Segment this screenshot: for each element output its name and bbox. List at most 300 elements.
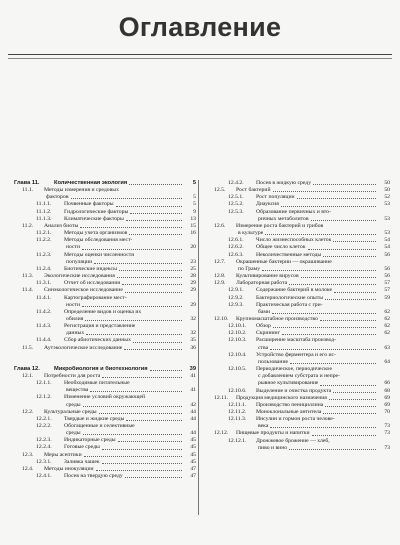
toc-entry-title: Экологические исследования (44, 273, 115, 280)
toc-entry-title: данных (66, 330, 85, 337)
toc-entry[interactable] (14, 430, 196, 437)
toc-entry[interactable] (206, 359, 390, 366)
title-rule-bottom (8, 58, 392, 59)
toc-entry-title: Методы оценки численности (64, 251, 135, 258)
toc-entry-number: Глава 12. (14, 365, 40, 372)
toc-entry-title: рывное культивирование (258, 380, 319, 387)
column-divider (198, 180, 199, 515)
toc-entry-number: 11.5. (22, 344, 34, 351)
toc-entry-number: 12.10.2. (228, 330, 247, 337)
toc-entry-title: века (258, 423, 269, 430)
toc-entry[interactable] (14, 194, 196, 201)
toc-leader-dots (150, 370, 182, 371)
toc-entry-page: 62 (384, 308, 390, 315)
toc-entry[interactable] (206, 337, 390, 344)
toc-entry-number: 12.10.5. (228, 366, 247, 373)
toc-entry-title: пиво и вино (258, 444, 288, 451)
toc-entry[interactable] (14, 416, 196, 423)
toc-entry-page: 36 (190, 344, 196, 351)
toc-leader-dots (333, 392, 376, 393)
toc-entry-title: Заливка чашек (64, 458, 100, 465)
toc-entry-page: 62 (384, 330, 390, 337)
toc-entry-title: ства (258, 344, 269, 351)
toc-entry-title: Содержание бактерий в молоке (256, 287, 332, 294)
toc-entry-page: 23 (190, 258, 196, 265)
toc-entry[interactable] (14, 266, 196, 273)
toc-entry[interactable] (206, 373, 390, 380)
toc-entry[interactable] (206, 259, 390, 266)
toc-leader-dots (325, 406, 376, 407)
toc-entry-number: 12.6.1. (228, 237, 244, 244)
toc-entry-page: 20 (190, 244, 196, 251)
toc-leader-dots (273, 191, 377, 192)
toc-leader-dots (282, 334, 376, 335)
toc-entry-number: 12.10.3. (228, 337, 247, 344)
toc-leader-dots (71, 198, 182, 199)
toc-entry-title: Неколичественные методы (256, 251, 322, 258)
toc-entry-page: 32 (190, 315, 196, 322)
toc-entry-number: 11.2.4. (36, 265, 52, 272)
toc-entry-title: Окрашенные бактерии — окрашивание (236, 258, 332, 265)
toc-entry-page: 54 (384, 237, 390, 244)
toc-entry-number: 12.12. (214, 430, 229, 437)
toc-entry-title: факторов (46, 194, 69, 201)
toc-entry-page: 69 (384, 394, 390, 401)
toc-entry-title: Синэкологическое исследование (44, 287, 123, 294)
page-title: Оглавление (118, 12, 282, 42)
toc-entry-page: 50 (384, 180, 390, 186)
toc-entry[interactable] (206, 230, 390, 237)
toc-entry[interactable] (206, 438, 390, 445)
toc-leader-dots (281, 206, 376, 207)
toc-entry-number: 12.3. (22, 451, 34, 458)
toc-entry[interactable] (14, 466, 196, 473)
toc-entry-page: 13 (190, 215, 196, 222)
toc-entry-page: 29 (190, 280, 196, 287)
toc-entry-title: Скрининг (256, 330, 280, 337)
toc-entry[interactable] (14, 337, 196, 344)
toc-entry-title: среды (66, 401, 81, 408)
toc-entry[interactable] (206, 409, 390, 416)
toc-leader-dots (273, 327, 376, 328)
toc-entry-title: ности (66, 301, 81, 308)
toc-entry-page: 64 (384, 358, 390, 365)
toc-entry-page: 62 (384, 323, 390, 330)
toc-entry-page: 69 (384, 401, 390, 408)
toc-entry[interactable] (206, 244, 390, 251)
toc-entry-page: 44 (190, 430, 196, 437)
toc-entry[interactable] (206, 209, 390, 216)
toc-leader-dots (262, 270, 376, 271)
toc-entry-page: 54 (384, 244, 390, 251)
toc-entry-number: 11.3. (22, 273, 34, 280)
toc-entry-number: 11.3.1. (36, 280, 52, 287)
toc-entry[interactable] (14, 437, 196, 444)
toc-entry-title: Посев на твердую среду (64, 473, 123, 480)
toc-entry[interactable] (14, 187, 196, 194)
toc-entry-number: 12.2.4. (36, 444, 52, 451)
toc-entry-page: 50 (384, 187, 390, 194)
toc-entry-number: 12.2.3. (36, 437, 52, 444)
toc-entry-page: 53 (384, 230, 390, 237)
toc-leader-dots (82, 306, 182, 307)
toc-entry-number: 11.2.3. (36, 251, 52, 258)
toc-entry-title: Образование первичных и вто- (256, 208, 331, 215)
toc-entry-title: Периодическое, периодическое (256, 366, 332, 373)
toc-entry[interactable] (206, 309, 390, 316)
toc-leader-dots (99, 413, 182, 414)
toc-leader-dots (311, 220, 376, 221)
toc-leader-dots (297, 198, 376, 199)
toc-entry-page: 53 (384, 215, 390, 222)
toc-entry-title: Лабораторная работа (236, 280, 288, 287)
toc-entry-title: Потребности для роста (44, 372, 101, 379)
toc-entry[interactable] (14, 444, 196, 451)
toc-entry[interactable] (14, 180, 196, 187)
toc-entry-page: 44 (190, 408, 196, 415)
toc-entry[interactable] (206, 223, 390, 230)
toc-entry[interactable] (14, 366, 196, 373)
chapter-gap (14, 352, 196, 366)
toc-entry[interactable] (14, 316, 196, 323)
toc-entry-number: 11.4.3. (36, 323, 52, 330)
toc-entry[interactable] (14, 409, 196, 416)
toc-entry-number: 11.4.4. (36, 337, 52, 344)
toc-entry-number: 12.4.1. (36, 473, 52, 480)
toc-entry-page: 45 (190, 444, 196, 451)
toc-leader-dots (329, 399, 376, 400)
toc-entry-title: вещества (66, 387, 89, 394)
toc-leader-dots (102, 463, 182, 464)
toc-entry-title: Посев в жидкую среду (256, 180, 312, 186)
toc-entry-page: 42 (190, 401, 196, 408)
toc-entry-number: 12.9.2. (228, 294, 244, 301)
toc-entry-title: Отчет об исследовании (64, 280, 121, 287)
toc-leader-dots (94, 263, 182, 264)
toc-entry-title: Аутэкологическое исследование (44, 344, 123, 351)
toc-entry[interactable] (206, 266, 390, 273)
toc-entry-title: Биотические индексы (64, 265, 117, 272)
toc-entry-title: Определение видов и оценка их (64, 308, 142, 315)
toc-entry-page: 47 (190, 473, 196, 480)
toc-entry-number: 11.2.1. (36, 230, 52, 237)
toc-entry-number: 12.5.2. (228, 201, 244, 208)
toc-entry[interactable] (14, 223, 196, 230)
toc-entry-number: 11.2. (22, 222, 34, 229)
toc-entry-title: Почвенные факторы (64, 201, 114, 208)
toc-leader-dots (308, 249, 376, 250)
title-rule-top (8, 54, 392, 55)
toc-entry[interactable] (14, 459, 196, 466)
toc-leader-dots (133, 342, 182, 343)
toc-entry-page: 59 (384, 294, 390, 301)
toc-entry[interactable] (206, 316, 390, 323)
toc-entry-page: 5 (193, 194, 196, 201)
toc-entry[interactable] (14, 309, 196, 316)
toc-entry-number: 12.6.3. (228, 251, 244, 258)
toc-entry-number: 12.11.3. (228, 416, 247, 423)
toc-entry-number: 12.5. (214, 187, 226, 194)
toc-entry-title: Климатические факторы (64, 215, 124, 222)
toc-entry-title: Количественная экология (54, 180, 128, 186)
toc-leader-dots (312, 435, 376, 436)
toc-entry[interactable] (14, 295, 196, 302)
toc-entry-number: 12.4. (22, 465, 34, 472)
toc-entry-page: 68 (384, 387, 390, 394)
toc-leader-dots (125, 477, 182, 478)
toc-entry-title: Устройство ферментера и его ис- (256, 351, 336, 358)
toc-entry[interactable] (206, 402, 390, 409)
toc-entry-number: 11.4.1. (36, 294, 52, 301)
toc-entry-number: 11.4. (22, 287, 34, 294)
toc-entry-title: Выделение и очистка продукта (256, 387, 332, 394)
toc-entry[interactable] (14, 387, 196, 394)
toc-entry-page: 5 (193, 201, 196, 208)
toc-entry-page: 32 (190, 330, 196, 337)
toc-entry-page: 35 (190, 337, 196, 344)
toc-entry[interactable] (14, 402, 196, 409)
toc-entry-title: бами (258, 308, 271, 315)
toc-entry[interactable] (206, 302, 390, 309)
toc-entry-number: 12.11.1. (228, 401, 247, 408)
toc-entry-title: Обзор (256, 323, 271, 330)
toc-leader-dots (117, 277, 182, 278)
toc-entry-title: Микробиология и биотехнология (54, 365, 148, 372)
toc-entry-title: Измерение роста бактерий и грибов (236, 222, 324, 229)
toc-entry-page: 70 (384, 409, 390, 415)
toc-entry[interactable] (14, 287, 196, 294)
toc-leader-dots (323, 256, 376, 257)
toc-entry-number: 12.9. (214, 280, 226, 287)
toc-entry[interactable] (206, 273, 390, 280)
toc-entry[interactable] (206, 345, 390, 352)
toc-leader-dots (333, 241, 376, 242)
toc-entry-page: 16 (190, 230, 196, 237)
toc-entry-number: 12.2. (22, 408, 34, 415)
toc-entry-number: 12.6. (214, 222, 226, 229)
toc-entry-number: 11.2.2. (36, 237, 52, 244)
toc-entry-number: 12.1.1. (36, 380, 52, 387)
toc-entry-title: Гидрологические факторы (64, 208, 129, 215)
toc-entry-title: Пищевые продукты и напитки (236, 430, 310, 437)
toc-entry-page: 56 (384, 273, 390, 280)
toc-entry[interactable] (14, 216, 196, 223)
toc-entry-page: 45 (190, 451, 196, 458)
toc-entry[interactable] (206, 201, 390, 208)
toc-entry[interactable] (14, 302, 196, 309)
toc-entry-number: 12.3.1. (36, 458, 52, 465)
toc-entry-number: 12.10.4. (228, 351, 247, 358)
toc-leader-dots (289, 284, 376, 285)
toc-entry[interactable] (14, 373, 196, 380)
toc-leader-dots (301, 277, 376, 278)
toc-entry[interactable] (14, 252, 196, 259)
toc-entry-title: Готовые среды (64, 444, 100, 451)
toc-entry-page: 73 (384, 430, 390, 437)
toc-entry-title: Картографирование мест- (64, 294, 127, 301)
toc-entry[interactable] (14, 280, 196, 287)
toc-entry-title: популяции (66, 258, 93, 265)
toc-leader-dots (119, 270, 182, 271)
toc-entry-number: 12.9.3. (228, 301, 244, 308)
toc-leader-dots (334, 292, 376, 293)
toc-entry-number: 12.5.1. (228, 194, 244, 201)
toc-leader-dots (118, 441, 182, 442)
toc-entry-page: 57 (384, 287, 390, 294)
toc-leader-dots (124, 349, 182, 350)
toc-leader-dots (313, 184, 376, 185)
toc-leader-dots (122, 284, 182, 285)
toc-entry-page: 57 (384, 280, 390, 287)
toc-entry[interactable] (206, 287, 390, 294)
toc-entry[interactable] (14, 394, 196, 401)
toc-entry-page: 29 (190, 287, 196, 294)
toc-entry-page: 41 (190, 387, 196, 394)
toc-entry-title: среды (66, 430, 81, 437)
toc-entry[interactable] (14, 201, 196, 208)
toc-entry-title: Изменение условий окружающей (64, 394, 146, 401)
toc-entry-title: Крупномасштабное производство (236, 315, 318, 322)
toc-entry-title: Рост популяции (256, 194, 295, 201)
toc-entry-page: 56 (384, 265, 390, 272)
toc-entry[interactable] (206, 416, 390, 423)
toc-entry-number: 12.8. (214, 273, 226, 280)
toc-entry-page: 56 (384, 251, 390, 258)
toc-entry[interactable] (206, 330, 390, 337)
toc-entry[interactable] (206, 366, 390, 373)
toc-leader-dots (85, 320, 182, 321)
toc-entry-number: 12.12.1. (228, 437, 247, 444)
toc-leader-dots (83, 406, 182, 407)
toc-entry-number: 12.9.1. (228, 287, 244, 294)
toc-entry[interactable] (14, 323, 196, 330)
toc-leader-dots (80, 227, 182, 228)
toc-entry-title: Моноклональные антитела (256, 409, 322, 415)
toc-entry-page: 44 (190, 415, 196, 422)
toc-entry-title: Обогащенные и селективные (64, 423, 135, 429)
toc-leader-dots (272, 313, 376, 314)
toc-entry-number: 12.11.2. (228, 409, 247, 415)
toc-entry[interactable] (14, 330, 196, 337)
toc-leader-dots (320, 385, 376, 386)
toc-entry[interactable] (14, 209, 196, 216)
toc-entry-number: 11.1.3. (36, 215, 52, 222)
toc-entry[interactable] (14, 244, 196, 251)
toc-entry-number: 12.1. (22, 372, 34, 379)
toc-entry-page: 73 (384, 444, 390, 451)
toc-entry-title: Методы учета организмов (64, 230, 128, 237)
toc-leader-dots (102, 449, 182, 450)
toc-leader-dots (325, 299, 376, 300)
toc-entry[interactable] (206, 237, 390, 244)
toc-leader-dots (84, 456, 182, 457)
toc-entry-number: Глава 11. (14, 180, 40, 186)
toc-entry-number: 12.11. (214, 394, 229, 401)
toc-entry-number: 12.10.1. (228, 323, 247, 330)
toc-leader-dots (125, 292, 182, 293)
toc-leader-dots (126, 420, 182, 421)
toc-entry[interactable] (206, 252, 390, 259)
toc-leader-dots (82, 249, 182, 250)
toc-entry-page: 15 (190, 222, 196, 229)
toc-leader-dots (320, 320, 376, 321)
toc-entry-page: 47 (190, 465, 196, 472)
toc-entry[interactable] (206, 395, 390, 402)
toc-entry[interactable] (206, 352, 390, 359)
toc-entry[interactable] (14, 423, 196, 430)
toc-entry-title: Дрожжевое брожение — хлеб, (256, 437, 330, 444)
toc-entry-page: 45 (190, 458, 196, 465)
toc-entry[interactable] (14, 380, 196, 387)
toc-entry-page: 45 (190, 437, 196, 444)
toc-leader-dots (129, 184, 182, 185)
toc-entry-title: Культивирование вирусов (236, 273, 299, 280)
toc-leader-dots (290, 363, 376, 364)
toc-entry[interactable] (14, 259, 196, 266)
toc-leader-dots (270, 349, 376, 350)
toc-entry-title: в культуре (238, 230, 264, 237)
toc-column-right (206, 180, 390, 452)
toc-entry-page: 66 (384, 380, 390, 387)
toc-entry[interactable] (206, 323, 390, 330)
toc-entry-title: Методы инокуляции (44, 465, 94, 472)
toc-entry-number: 12.10.6. (228, 387, 247, 394)
toc-entry[interactable] (206, 216, 390, 223)
toc-entry-title: Регистрация и представление (64, 323, 136, 330)
toc-entry-page: 9 (193, 208, 196, 215)
toc-entry-number: 12.1.2. (36, 394, 52, 401)
toc-entry[interactable] (206, 280, 390, 287)
toc-entry[interactable] (14, 452, 196, 459)
toc-entry[interactable] (206, 423, 390, 430)
toc-entry-title: Диауксия (256, 201, 279, 208)
toc-entry[interactable] (14, 237, 196, 244)
toc-entry[interactable] (206, 295, 390, 302)
toc-entry-title: Расширение масштаба производ- (256, 337, 337, 344)
toc-leader-dots (289, 449, 376, 450)
toc-entry-number: 11.1.1. (36, 201, 52, 208)
toc-entry[interactable] (206, 194, 390, 201)
toc-entry-title: Твердые и жидкие среды (64, 415, 125, 422)
toc-column-left (14, 180, 196, 480)
toc-entry-number: 11.4.2. (36, 308, 52, 315)
toc-entry[interactable] (206, 388, 390, 395)
toc-entry[interactable] (206, 187, 390, 194)
toc-entry[interactable] (206, 445, 390, 452)
toc-entry-title: Культуральные среды (44, 408, 97, 415)
toc-leader-dots (265, 234, 376, 235)
toc-leader-dots (270, 427, 376, 428)
toc-entry-title: Индикаторные среды (64, 437, 116, 444)
toc-entry-number: 11.1. (22, 187, 34, 194)
toc-entry-title: Практическая работа с гри- (256, 301, 323, 308)
toc-entry[interactable] (206, 380, 390, 387)
toc-entry[interactable] (14, 473, 196, 480)
toc-entry[interactable] (14, 345, 196, 352)
toc-entry-number: 12.2.2. (36, 423, 52, 429)
toc-entry-title: обилия (66, 315, 84, 322)
toc-entry[interactable] (14, 230, 196, 237)
toc-entry-title: Анализ биоты (44, 222, 79, 229)
toc-entry-title: Бактериологические опыты (256, 294, 324, 301)
toc-leader-dots (90, 391, 182, 392)
toc-entry-title: Меры асептики (44, 451, 82, 458)
toc-entry[interactable] (14, 273, 196, 280)
toc-entry-page: 63 (384, 344, 390, 351)
toc-entry[interactable] (206, 430, 390, 437)
toc-entry-title: ричных метаболитов (258, 215, 309, 222)
toc-entry[interactable] (206, 180, 390, 187)
